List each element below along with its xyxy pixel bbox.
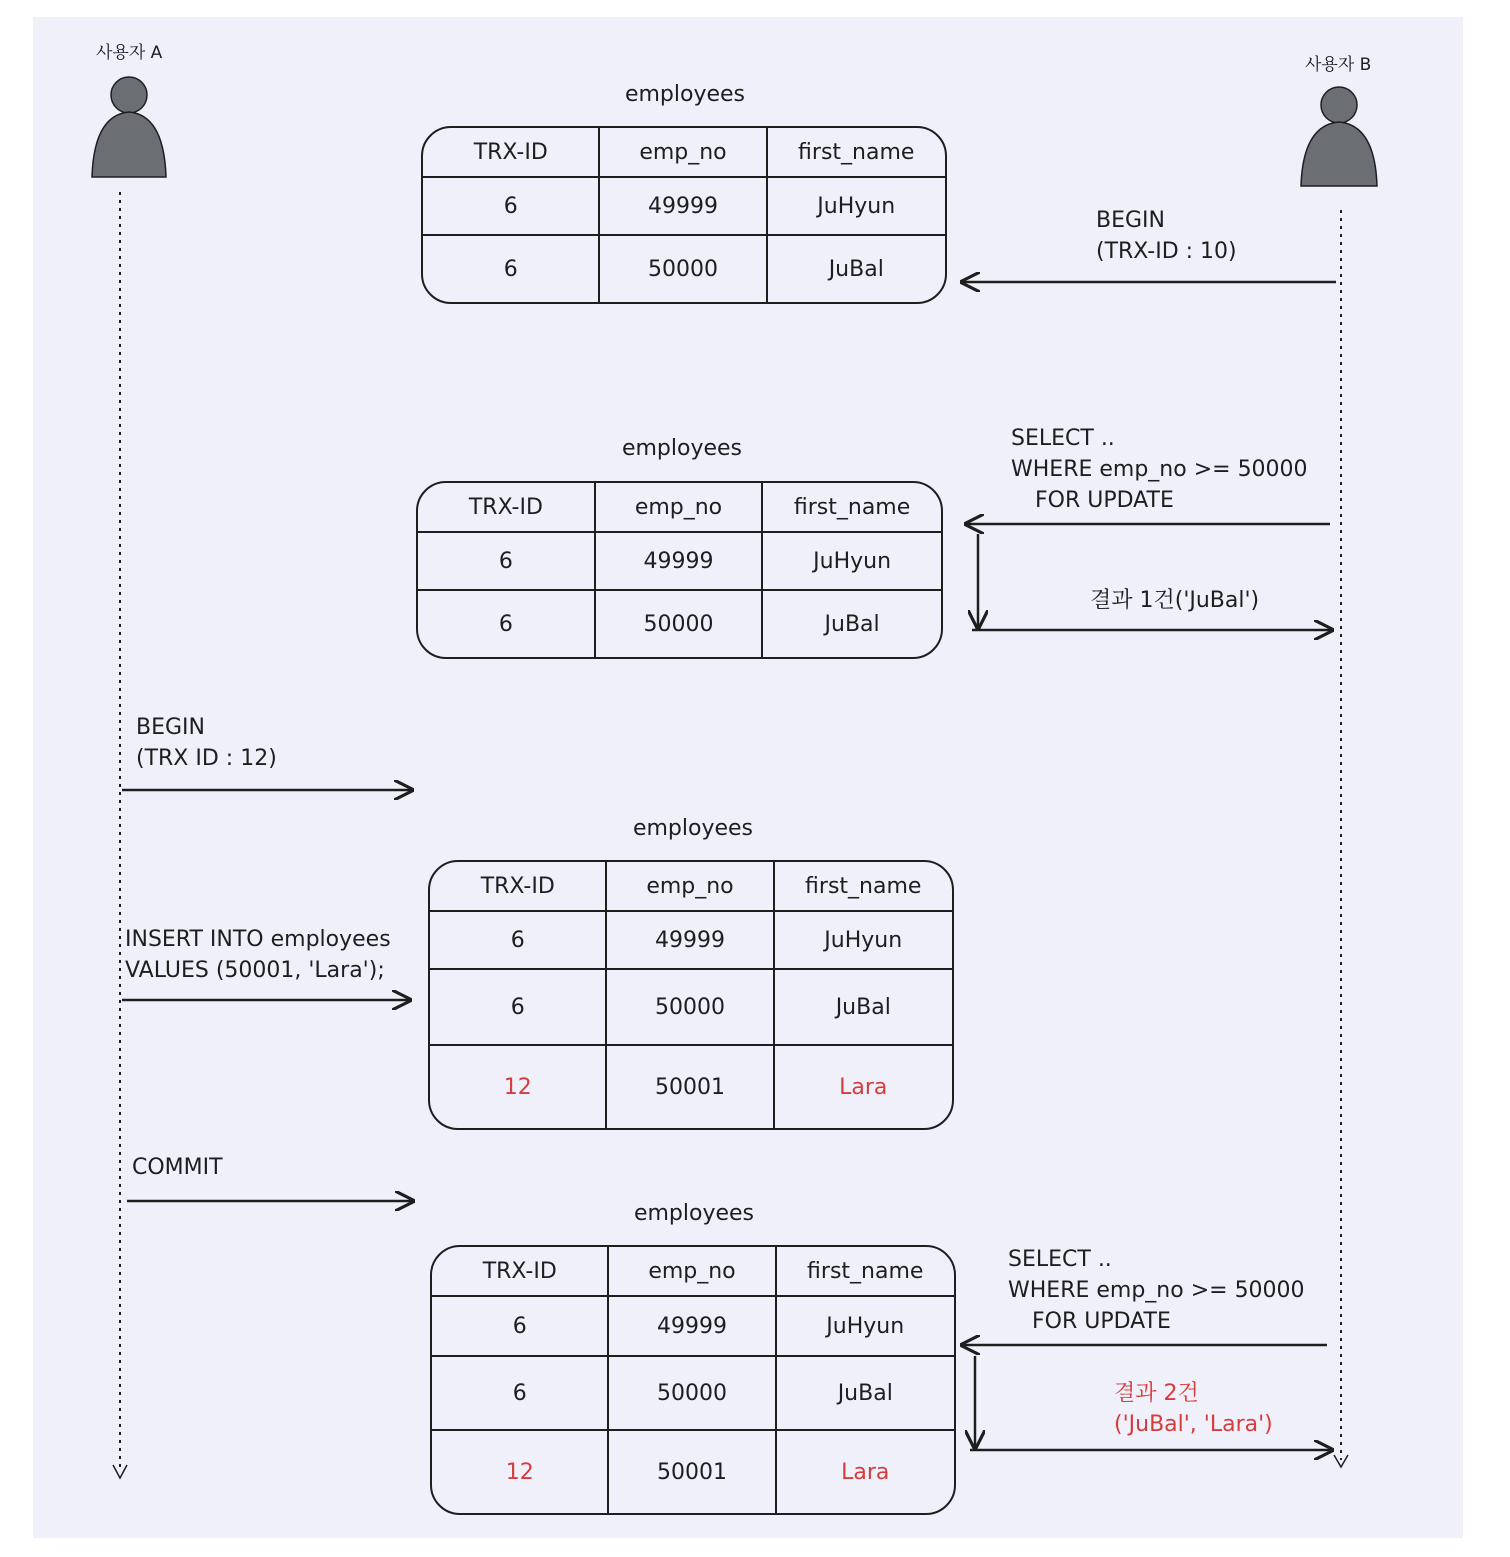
msg-b-select-2: SELECT .. WHERE emp_no >= 50000 FOR UPDATE	[1008, 1247, 1305, 1334]
table-cell: 49999	[609, 1297, 776, 1357]
table-cell: 6	[430, 970, 607, 1046]
table-row	[430, 912, 952, 970]
table-title-3: employees	[632, 816, 754, 841]
table-title-4: employees	[633, 1201, 755, 1226]
msg-a-insert: INSERT INTO employees VALUES (50001, 'Lara');	[125, 927, 391, 983]
table-cell: JuHyun	[763, 533, 941, 591]
table-row	[430, 1046, 952, 1128]
msg-b-result-2: 결과 2건 ('JuBal', 'Lara')	[1114, 1381, 1273, 1437]
column-header: TRX-ID	[432, 1247, 609, 1297]
table-row	[423, 178, 945, 236]
column-header: TRX-ID	[423, 128, 600, 178]
column-header: first_name	[768, 128, 946, 178]
table-cell: 6	[418, 591, 596, 657]
table-cell: JuBal	[777, 1357, 955, 1431]
table-cell: JuHyun	[777, 1297, 955, 1357]
table-row	[430, 970, 952, 1046]
table-row	[418, 533, 941, 591]
table-cell: 50000	[600, 236, 767, 302]
msg-a-begin: BEGIN (TRX ID : 12)	[136, 715, 277, 771]
column-header: emp_no	[596, 483, 763, 533]
table-cell: 6	[432, 1297, 609, 1357]
table-cell: 50001	[607, 1046, 774, 1128]
table-title-1: employees	[624, 82, 746, 107]
table-row	[423, 236, 945, 302]
table-cell: 6	[423, 236, 600, 302]
user-a-icon	[92, 77, 166, 177]
table-title-2: employees	[621, 436, 743, 461]
table-row	[418, 591, 941, 657]
column-header: emp_no	[600, 128, 767, 178]
table-cell: 6	[418, 533, 596, 591]
table-cell: 50000	[596, 591, 763, 657]
column-header: first_name	[763, 483, 941, 533]
table-row	[432, 1297, 954, 1357]
table-cell: JuBal	[828, 256, 884, 282]
table-cell: JuHyun	[768, 178, 946, 236]
msg-b-select-1: SELECT .. WHERE emp_no >= 50000 FOR UPDATE	[1011, 426, 1308, 513]
column-header: emp_no	[607, 862, 774, 912]
table-cell: JuBal	[824, 611, 880, 637]
user-a-label: 사용자 A	[96, 43, 163, 63]
table-cell: JuHyun	[775, 912, 953, 970]
table-cell: 6	[423, 178, 600, 236]
table-cell: JuBal	[775, 970, 953, 1046]
table-cell: 50000	[609, 1357, 776, 1431]
column-header: TRX-ID	[418, 483, 596, 533]
column-header: emp_no	[609, 1247, 776, 1297]
table-cell: Lara	[841, 1459, 890, 1485]
msg-b-result-1: 결과 1건('JuBal')	[1090, 588, 1260, 613]
table-cell: 50001	[609, 1431, 776, 1513]
employees-table-1	[421, 126, 947, 304]
employees-table-2	[416, 481, 943, 659]
msg-b-begin: BEGIN (TRX-ID : 10)	[1096, 208, 1237, 264]
msg-a-commit: COMMIT	[132, 1155, 223, 1180]
column-header: first_name	[777, 1247, 955, 1297]
table-cell: 50000	[607, 970, 774, 1046]
user-b-icon	[1301, 87, 1377, 186]
column-header: first_name	[775, 862, 953, 912]
employees-table-3	[428, 860, 954, 1130]
table-cell: 49999	[600, 178, 767, 236]
table-cell: Lara	[839, 1074, 888, 1100]
table-row	[432, 1357, 954, 1431]
table-cell: 12	[430, 1046, 607, 1128]
employees-table-4	[430, 1245, 956, 1515]
table-cell: 6	[432, 1357, 609, 1431]
column-header: TRX-ID	[430, 862, 607, 912]
table-row	[432, 1431, 954, 1513]
table-cell: 6	[430, 912, 607, 970]
table-cell: 49999	[596, 533, 763, 591]
table-cell: 12	[432, 1431, 609, 1513]
user-b-label: 사용자 B	[1305, 55, 1372, 75]
table-cell: 49999	[607, 912, 774, 970]
